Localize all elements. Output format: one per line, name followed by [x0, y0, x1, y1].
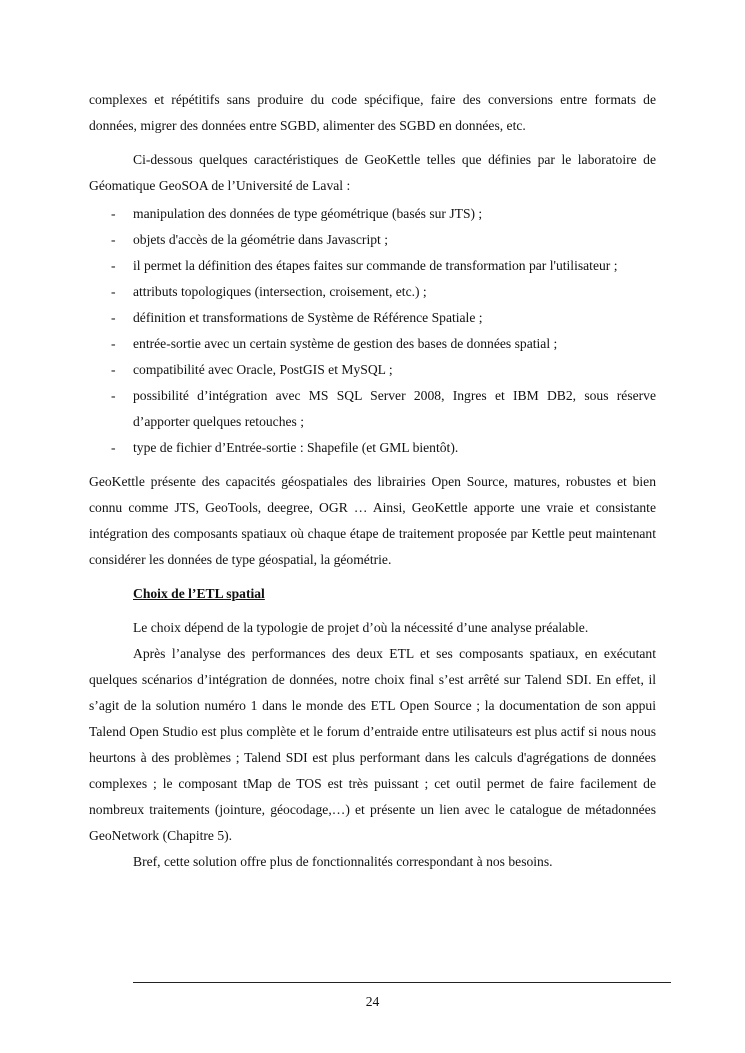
paragraph-analysis: Après l’analyse des performances des deux ETL et ses composants spatiaux, en exécutant quelques scénarios d’intégration de données, notre choix final s’est arrêté sur Talend SDI. En effet, il s’agit de la solution numéro 1 dans le monde des ETL Open Source ; la documentation de son appui Talend Open Studio est plus complète et le forum d’entraide entre utilisateurs est plus actif si nous nous heurtons à des problèmes ; Talend SDI est plus performant dans les calculs d'agrégations de données complexes ; le composant tMap de TOS est très puissant ; cet outil permet de faire facilement de nombreux traitements (jointure, géocodage,…) et présente un lien avec le catalogue de métadonnées GeoNetwork (Chapitre 5). — [89, 646, 656, 843]
section-heading-text: Choix de l’ETL spatial — [133, 586, 265, 601]
page-body — [89, 87, 656, 875]
paragraph-geokettle: GeoKettle présente des capacités géospatiales des librairies Open Source, matures, robustes et bien connu comme JTS, GeoTools, deegree, OGR … Ainsi, GeoKettle apporte une vraie et consistante intégration des composants spatiaux où chaque étape de traitement proposée par Kettle peut maintenant considérer les données de type géospatial, la géométrie. — [89, 474, 656, 567]
paragraph-intro: complexes et répétitifs sans produire du code spécifique, faire des conversions entre formats de données, migrer des données entre SGBD, alimenter des SGBD en données, etc. — [89, 92, 656, 133]
bullet-dash: - — [111, 336, 116, 351]
list-item: - compatibilité avec Oracle, PostGIS et MySQL ; — [89, 357, 656, 383]
bullet-dash: - — [111, 362, 116, 377]
bullet-dash: - — [111, 206, 116, 221]
list-item: - définition et transformations de Système de Référence Spatiale ; — [89, 305, 656, 331]
paragraph-choice: Le choix dépend de la typologie de projet d’où la nécessité d’une analyse préalable. — [133, 620, 589, 635]
paragraph-conclusion: Bref, cette solution offre plus de fonctionnalités correspondant à nos besoins. — [133, 854, 553, 869]
bullet-dash: - — [111, 310, 116, 325]
bullet-dash: - — [111, 284, 116, 299]
footer-rule — [133, 982, 671, 983]
bullet-dash: - — [111, 258, 116, 273]
list-item: - objets d'accès de la géométrie dans Javascript ; — [89, 227, 656, 253]
list-item: - manipulation des données de type géométrique (basés sur JTS) ; — [89, 201, 656, 227]
list-item: - il permet la définition des étapes faites sur commande de transformation par l'utilisateur ; — [89, 253, 656, 279]
section-heading — [89, 581, 656, 607]
paragraph-characteristics-intro: Ci-dessous quelques caractéristiques de GeoKettle telles que définies par le laboratoire de Géomatique GeoSOA de l’Université de Laval : — [89, 152, 656, 193]
list-item: - type de fichier d’Entrée-sortie : Shapefile (et GML bientôt). — [89, 435, 656, 461]
list-item: - possibilité d’intégration avec MS SQL Server 2008, Ingres et IBM DB2, sous réserve d’apporter quelques retouches ; — [89, 383, 656, 435]
list-item: - attributs topologiques (intersection, croisement, etc.) ; — [89, 279, 656, 305]
list-item: - entrée-sortie avec un certain système de gestion des bases de données spatial ; — [89, 331, 656, 357]
bullet-dash: - — [111, 440, 116, 455]
page-number: 24 — [365, 994, 380, 1009]
characteristics-list — [89, 201, 656, 461]
bullet-dash: - — [111, 232, 116, 247]
bullet-dash: - — [111, 388, 116, 403]
